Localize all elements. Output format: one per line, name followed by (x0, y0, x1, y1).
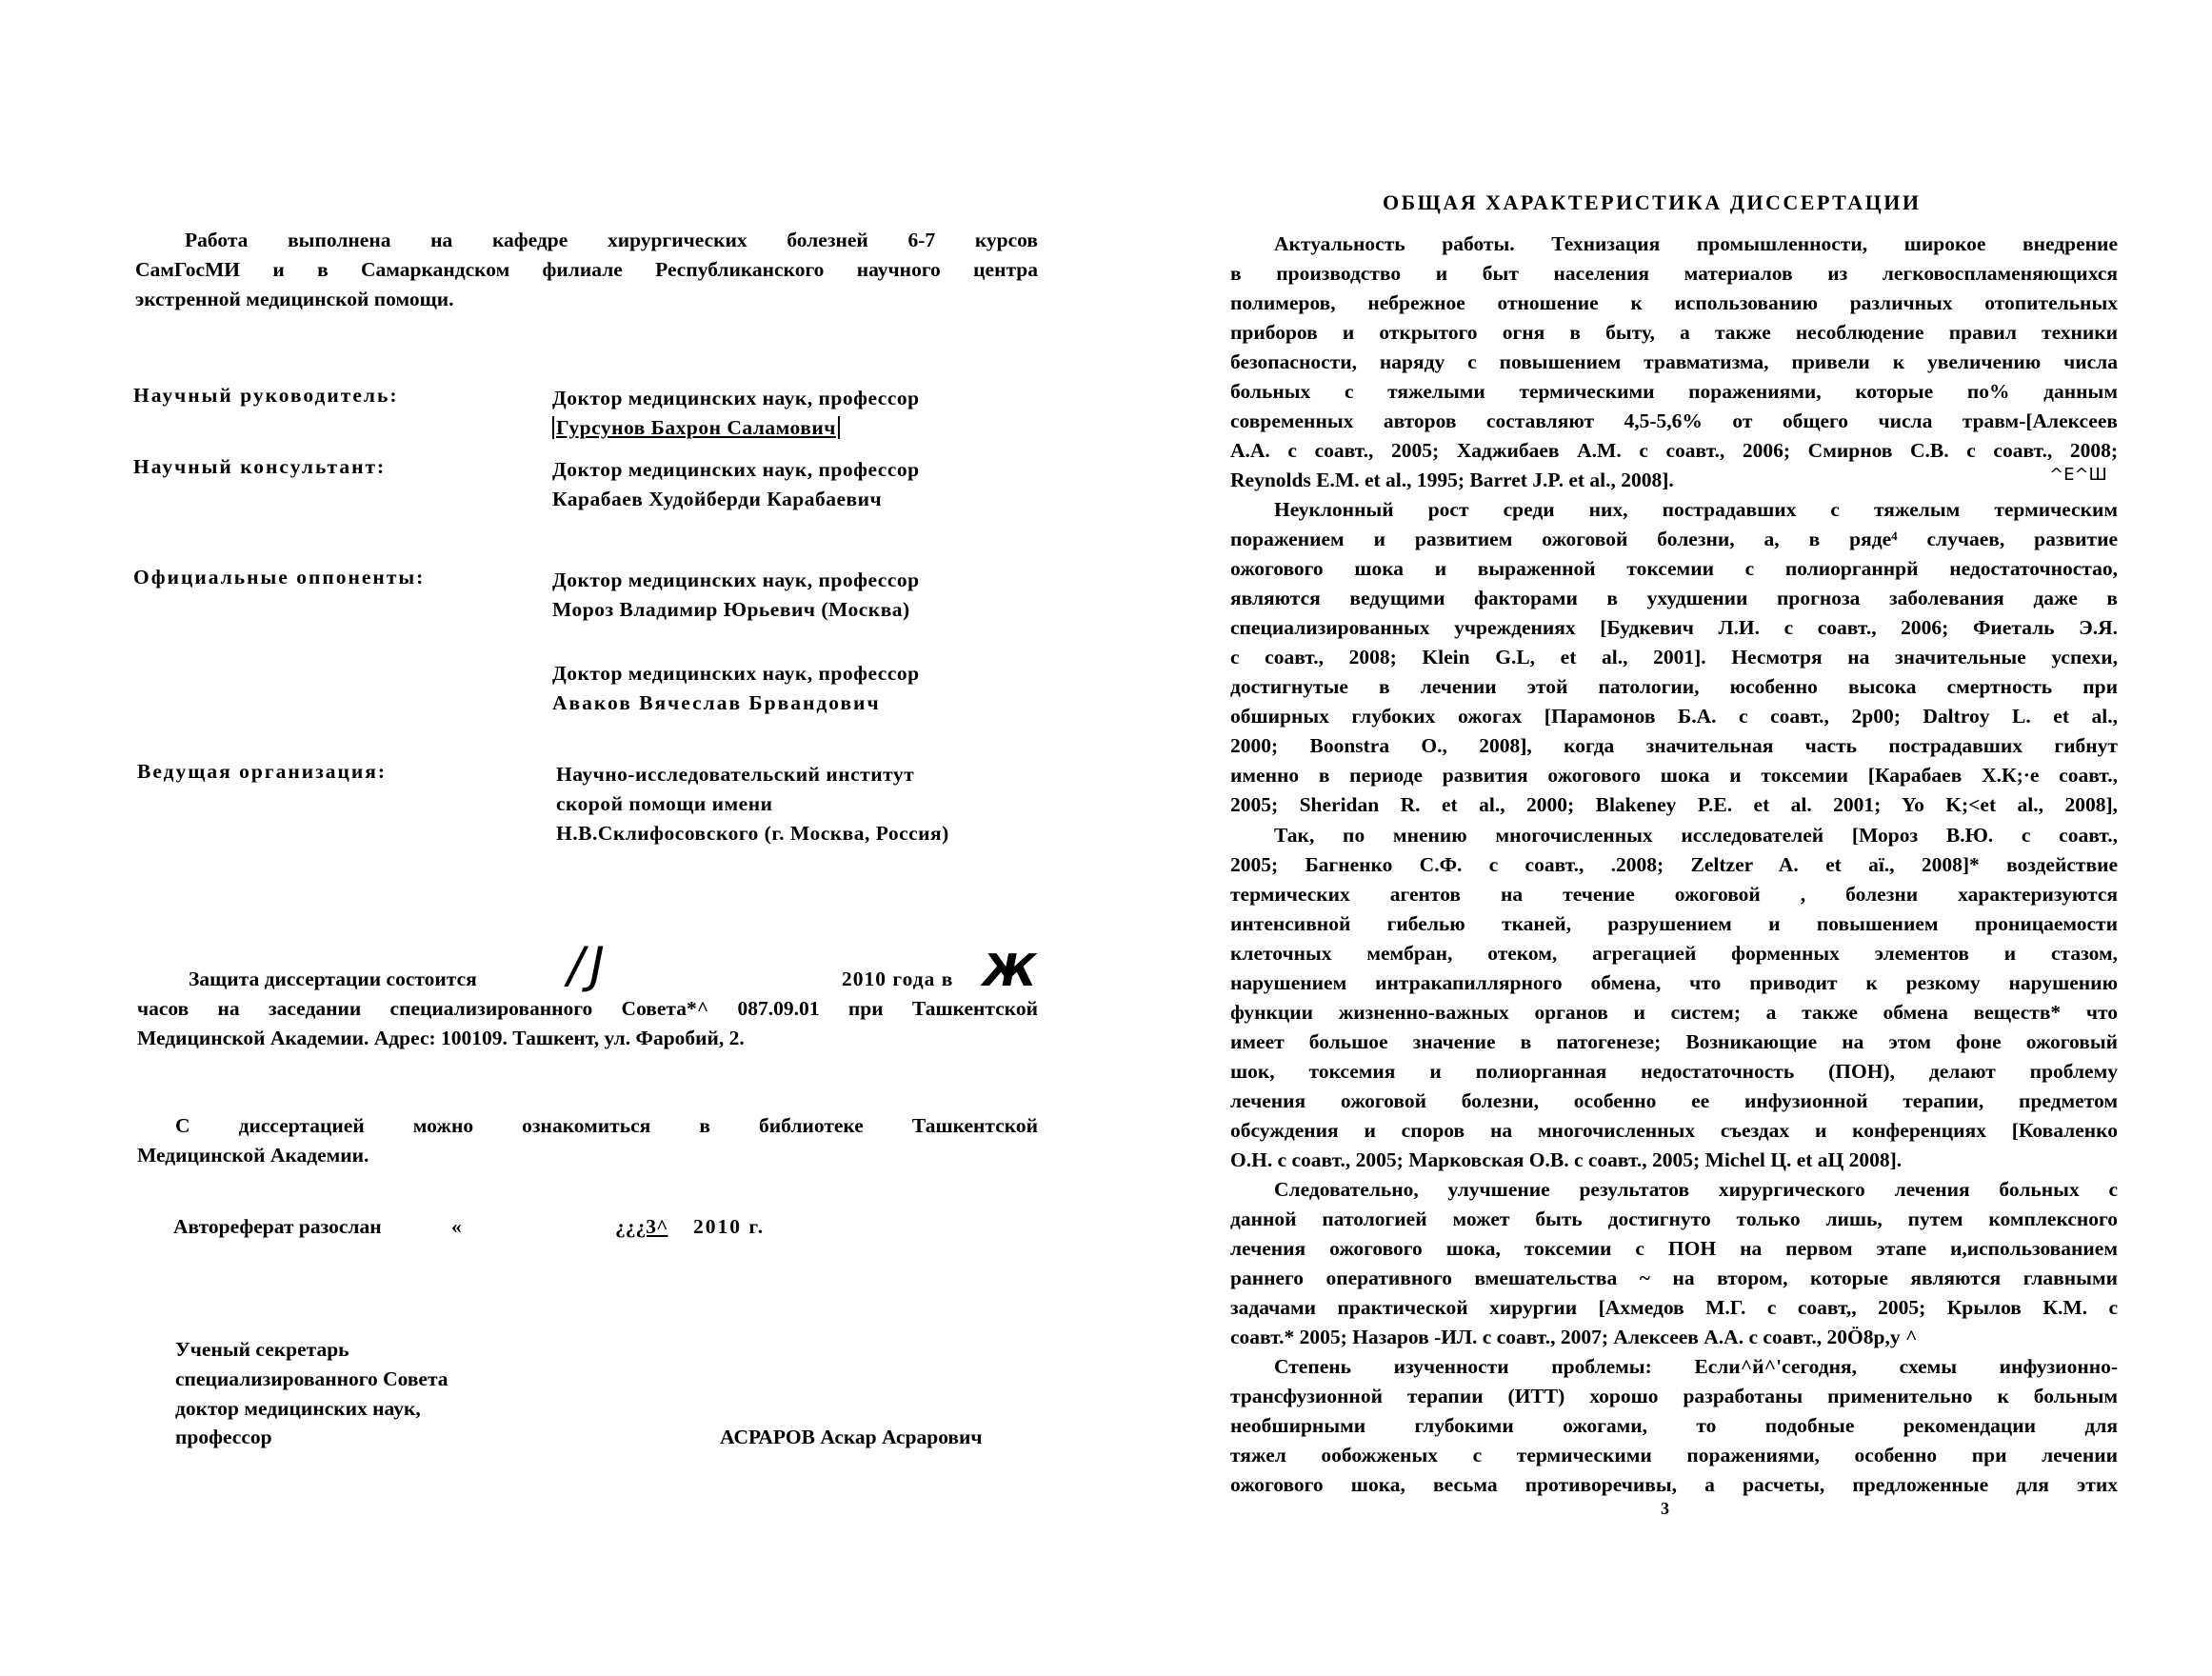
text-line: специализированных учреждениях [Будкевич Л.И. с соавт., 2006; Фиеталь Э.Я. (1230, 616, 2118, 639)
text-line: Актуальность работы. Технизация промышленности, широкое внедрение (1274, 232, 2118, 255)
defense-text-1: Защита диссертации состоится (189, 968, 477, 990)
opponent-1-degree: Доктор медицинских наук, профессор (552, 569, 920, 591)
consultant-label: Научный консультант: (133, 455, 387, 478)
text-line: безопасности, наряду с повышением травматизма, привели к увеличению числа (1230, 350, 2118, 373)
leading-org-line-1: Научно-исследовательский институт (556, 763, 915, 786)
secretary-line-1: Ученый секретарь (175, 1338, 349, 1361)
supervisor-name-text: Гурсунов Бахрон Саламович (552, 416, 840, 439)
block-relevance (1230, 229, 2118, 495)
text-line: соавт.* 2005; Назаров -ИЛ. с соавт., 2007; Алексеев А.А. с соавт., 20Ö8р,у ^ (1230, 1326, 1918, 1348)
intro-line-3: экстренной медицинской помощи. (135, 288, 454, 310)
text-line: термических агентов на течение ожоговой , болезни характеризуются (1230, 883, 2118, 906)
text-line: Степень изученности проблемы: Если^й^'сегодня, схемы инфузионно- (1274, 1355, 2118, 1378)
abstract-sent-label: Автореферат разослан (173, 1215, 382, 1238)
text-line: 2005; Багненко С.Ф. с соавт., .2008; Zeltzer A. et aï., 2008]* воздействие (1230, 853, 2118, 876)
secretary-line-4: профессор (175, 1426, 272, 1448)
page-number: 3 (1661, 1499, 1669, 1518)
text-line: являются ведущими факторами в ухудшении прогноза заболевания даже в (1230, 587, 2118, 609)
defense-text-2: 2010 года в (842, 968, 954, 990)
text-line: Неуклонный рост среди них, пострадавших с тяжелым термическим (1274, 498, 2118, 521)
text-line: обширных глубоких ожогах [Парамонов Б.А. с соавт., 2р00; Daltroy L. et al., (1230, 705, 2118, 728)
text-line: данной патологией может быть достигнуто только лишь, путем комплексного (1230, 1207, 2118, 1230)
text-line: обсуждения и споров на многочисленных съездах и конференциях [Коваленко (1230, 1119, 2118, 1142)
consultant-degree: Доктор медицинских наук, профессор (552, 458, 920, 481)
text-line: трансфузионной терапии (ИТТ) хорошо разработаны применительно к больным (1230, 1385, 2118, 1407)
consultant-name: Карабаев Худойберди Карабаевич (552, 488, 883, 510)
block-study-degree (1230, 1352, 2118, 1500)
block-opinion (1230, 821, 2118, 1175)
text-line: лечения ожогового шока, токсемии с ПОН на первом этапе и,использованием (1230, 1237, 2118, 1260)
text-line: раннего оперативного вмешательства ~ на втором, которые являются главными (1230, 1267, 2118, 1289)
text-line: А.А. с соавт., 2005; Хаджибаев А.М. с соавт., 2006; Смирнов С.В. с соавт., 2008; (1230, 439, 2118, 462)
text-line: ожогового шока, весьма противоречивы, а расчеты, предложенные для этих (1230, 1473, 2118, 1496)
defense-text-4: Медицинской Академии. Адрес: 100109. Ташкент, ул. Фаробий, 2. (137, 1027, 745, 1049)
text-line: в производство и быт населения материалов из легковоспламеняющихся (1230, 262, 2118, 285)
text-line: приборов и открытого огня в быту, а также несоблюдение правил техники (1230, 321, 2118, 344)
text-line: лечения ожоговой болезни, особенно ее инфузионной терапии, предметом (1230, 1089, 2118, 1112)
intro-line-1: Работа выполнена на кафедре хирургических болезней 6-7 курсов (185, 229, 1038, 251)
text-line: современных авторов составляют 4,5-5,6% от общего числа травм-[Алексеев (1230, 409, 2118, 432)
secretary-line-3: доктор медицинских наук, (175, 1397, 421, 1420)
text-line: необширными глубокими ожогами, то подобные рекомендации для (1230, 1414, 2118, 1437)
text-line: тяжел ообожженых с термическими поражениями, особенно при лечении (1230, 1444, 2118, 1466)
intro-line-2: СамГосМИ и в Самаркандском филиале Республиканского научного центра (135, 258, 1038, 281)
text-line: достигнутые в лечении этой патологии, юсобенно высока смертность при (1230, 675, 2118, 698)
abstract-sent-date-marks: ¿¿¿3^ (615, 1215, 668, 1238)
opponent-1-name: Мороз Владимир Юрьевич (Москва) (552, 598, 910, 621)
text-line: больных с тяжелыми термическими поражениями, которые по% данным (1230, 380, 2118, 403)
text-line: Так, по мнению многочисленных исследователей [Мороз В.Ю. с соавт., (1274, 824, 2118, 847)
opponent-2-name: Аваков Вячеслав Брвандович (552, 691, 881, 714)
text-line: с соавт., 2008; Klein G.L, et al., 2001]. Несмотря на значительные успехи, (1230, 646, 2118, 668)
block1-mark: ^E^Ш (2049, 465, 2107, 485)
opponents-label: Официальные оппоненты: (133, 566, 426, 589)
library-line-1: С диссертацией можно ознакомиться в библиотеке Ташкентской (175, 1114, 1038, 1137)
text-line: Reynolds E.M. et al., 1995; Barret J.P. et al., 2008]. (1230, 469, 1674, 491)
supervisor-name (552, 413, 840, 443)
abstract-sent-quote: « (451, 1215, 462, 1238)
text-line: шок, токсемия и полиорганная недостаточность (ПОН), делают проблему (1230, 1060, 2118, 1083)
text-line: ожогового шока и выраженной токсемии с полиорганнрй недостаточностао, (1230, 557, 2118, 580)
text-line: именно в периоде развития ожогового шока и токсемии [Карабаев Х.К;·е соавт., (1230, 764, 2118, 787)
supervisor-label: Научный руководитель: (133, 384, 399, 407)
library-line-2: Медицинской Академии. (137, 1144, 369, 1167)
text-line: интенсивной гибелью тканей, разрушением и повышением проницаемости (1230, 912, 2118, 935)
text-line: Следовательно, улучшение результатов хирургического лечения больных с (1274, 1178, 2118, 1201)
handwritten-hour: Ж (983, 945, 1037, 996)
block-consequently (1230, 1175, 2118, 1352)
leading-org-line-3: Н.В.Склифосовского (г. Москва, Россия) (556, 822, 949, 845)
abstract-sent-year: 2010 г. (693, 1215, 766, 1238)
opponent-2-degree: Доктор медицинских наук, профессор (552, 662, 920, 685)
text-line: полимеров, небрежное отношение к использованию различных отопительных (1230, 291, 2118, 314)
leading-org-label: Ведущая организация: (137, 760, 388, 783)
text-line: имеет большое значение в патогенезе; Возникающие на этом фоне ожоговый (1230, 1030, 2118, 1053)
page-title: ОБЩАЯ ХАРАКТЕРИСТИКА ДИССЕРТАЦИИ (1383, 190, 1922, 214)
leading-org-line-2: скорой помощи имени (556, 792, 773, 815)
block-growth (1230, 495, 2118, 820)
text-line: функции жизненно-важных органов и систем; а также обмена веществ* что (1230, 1001, 2118, 1024)
supervisor-degree: Доктор медицинских наук, профессор (552, 387, 920, 409)
text-line: 2005; Sheridan R. et al., 2000; Blakeney P.E. et al. 2001; Yo K;<et al., 2008], (1230, 793, 2118, 816)
handwritten-day: /J (568, 937, 610, 994)
text-line: нарушением интракапиллярного обмена, что приводит к резкому нарушению (1230, 971, 2118, 994)
secretary-line-2: специализированного Совета (175, 1367, 448, 1390)
text-line: 2000; Boonstra О., 2008], когда значительная часть пострадавших гибнут (1230, 734, 2118, 757)
text-line: поражением и развитием ожоговой болезни, а, в ряде⁴ случаев, развитие (1230, 528, 2118, 550)
text-line: О.Н. с соавт., 2005; Марковская О.В. с соавт., 2005; Michel Ц. et aЦ 2008]. (1230, 1148, 1903, 1171)
secretary-name: АСРАРОВ Аскар Асрарович (720, 1426, 983, 1448)
text-line: клеточных мембран, отеком, агрегацией форменных элементов и стазом, (1230, 942, 2118, 965)
defense-text-3: часов на заседании специализированного Совета*^ 087.09.01 при Ташкентской (137, 997, 1038, 1020)
text-line: задачами практической хирургии [Ахмедов М.Г. с соавт,, 2005; Крылов К.М. с (1230, 1296, 2118, 1319)
